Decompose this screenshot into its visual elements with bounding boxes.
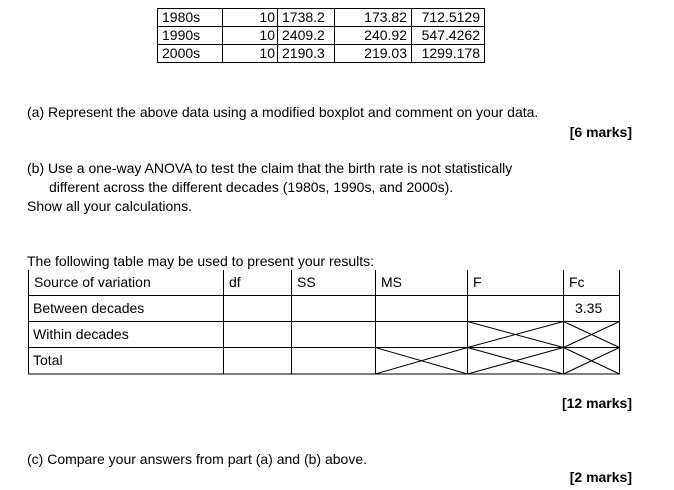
header-cell: [467, 270, 563, 295]
data-cell: 1299.178: [412, 45, 485, 63]
data-cell: 10: [223, 27, 278, 45]
data-cell: 240.92: [335, 27, 412, 45]
data-row: [158, 45, 485, 63]
anova-header-row: [28, 270, 620, 295]
anova-table: [28, 270, 620, 374]
part-b-question-line2: different across the different decades (1980s, 1990s, and 2000s).: [49, 179, 454, 195]
part-a-question: (a) Represent the above data using a modified boxplot and comment on your data.: [27, 104, 539, 120]
data-cell: 712.5129: [412, 9, 485, 27]
header-ss: SS: [297, 274, 316, 290]
header-ms: MS: [381, 274, 402, 290]
header-cell: [375, 270, 467, 295]
row-within-decades: Within decades: [33, 326, 129, 342]
header-cell: [291, 270, 375, 295]
data-cell: 547.4262: [412, 27, 485, 45]
header-cell: [223, 270, 291, 295]
data-cell: 219.03: [335, 45, 412, 63]
header-f: F: [473, 274, 482, 290]
header-df: df: [229, 274, 241, 290]
row-between-decades: Between decades: [33, 300, 145, 316]
data-cell: 1738.2: [278, 9, 335, 27]
data-cell: 1980s: [158, 9, 223, 27]
data-row: [158, 27, 485, 45]
header-source: Source of variation: [34, 274, 151, 290]
fc-value: 3.35: [575, 300, 603, 316]
results-intro: The following table may be used to present your results:: [27, 253, 375, 269]
data-row: [158, 9, 485, 27]
header-fc: Fc: [569, 274, 585, 290]
part-c-question: (c) Compare your answers from part (a) and (b) above.: [27, 451, 368, 467]
part-b-question-line3: Show all your calculations.: [27, 198, 192, 214]
data-table: [157, 8, 485, 63]
data-cell: 2409.2: [278, 27, 335, 45]
data-cell: 2000s: [158, 45, 223, 63]
data-cell: 173.82: [335, 9, 412, 27]
header-cell: [28, 270, 223, 295]
data-cell: 10: [223, 45, 278, 63]
part-b-question-line1: (b) Use a one-way ANOVA to test the claim that the birth rate is not statistically: [27, 160, 513, 176]
part-c-marks: [2 marks]: [569, 469, 632, 485]
part-a-marks: [6 marks]: [569, 124, 632, 140]
data-cell: 2190.3: [278, 45, 335, 63]
header-cell: [563, 270, 620, 295]
row-total: Total: [33, 352, 63, 368]
data-cell: 1990s: [158, 27, 223, 45]
part-b-marks: [12 marks]: [561, 395, 632, 411]
data-cell: 10: [223, 9, 278, 27]
